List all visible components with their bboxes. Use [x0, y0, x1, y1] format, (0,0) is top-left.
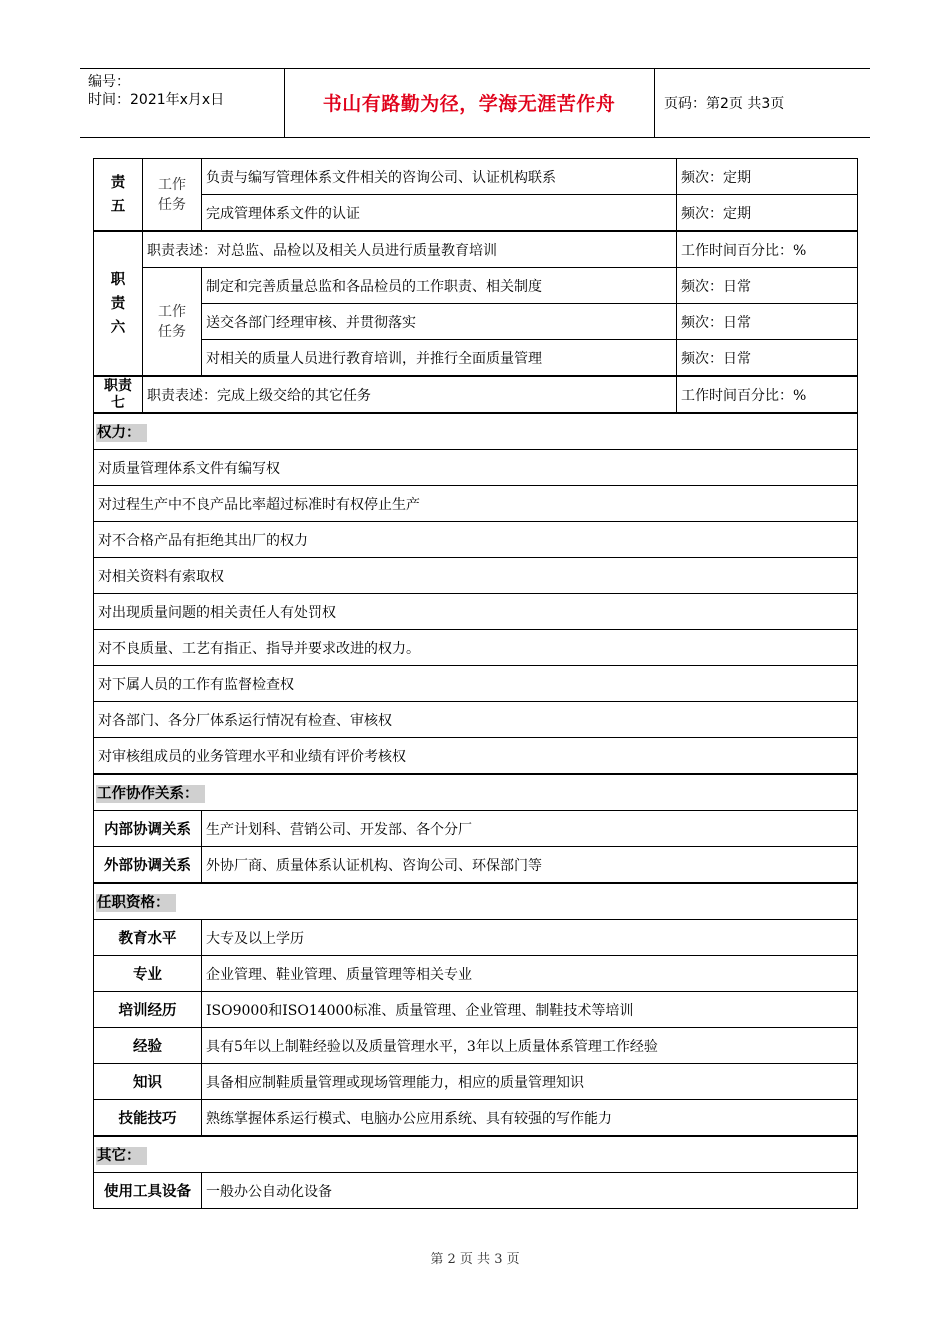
power-item: 对下属人员的工作有监督检查权 — [94, 666, 858, 702]
qualification-value: 具备相应制鞋质量管理或现场管理能力，相应的质量管理知识 — [202, 1064, 858, 1100]
duty6-task-freq: 频次：日常 — [677, 340, 858, 377]
power-item: 对质量管理体系文件有编写权 — [94, 450, 858, 486]
duty6-desc: 职责表述：对总监、品检以及相关人员进行质量教育培训 — [143, 231, 677, 268]
duty6-task-freq: 频次：日常 — [677, 268, 858, 304]
qualification-label: 技能技巧 — [94, 1100, 202, 1137]
duty5-task-label: 工作 任务 — [143, 159, 202, 232]
power-item: 对出现质量问题的相关责任人有处罚权 — [94, 594, 858, 630]
header-page-info: 页码：第2页 共3页 — [664, 96, 785, 112]
qualification-value: 具有5年以上制鞋经验以及质量管理水平，3年以上质量体系管理工作经验 — [202, 1028, 858, 1064]
relations-section-title — [94, 774, 858, 811]
table-row — [94, 376, 858, 413]
duty5-task-text: 负责与编写管理体系文件相关的咨询公司、认证机构联系 — [202, 159, 677, 195]
duty5-task-freq: 频次：定期 — [677, 195, 858, 232]
table-row — [94, 450, 858, 486]
duty6-task-text: 制定和完善质量总监和各品检员的工作职责、相关制度 — [202, 268, 677, 304]
table-row — [94, 304, 858, 340]
duty6-label: 职 责 六 — [94, 231, 143, 376]
duty7-desc: 职责表述：完成上级交给的其它任务 — [143, 376, 677, 413]
page-footer: 第 2 页 共 3 页 — [430, 1252, 520, 1267]
qualification-label: 教育水平 — [94, 920, 202, 956]
table-row — [94, 1173, 858, 1209]
table-row — [94, 702, 858, 738]
qualification-value: ISO9000和ISO14000标准、质量管理、企业管理、制鞋技术等培训 — [202, 992, 858, 1028]
duty5-label: 责 五 — [94, 159, 143, 232]
table-row — [94, 811, 858, 847]
section-title: 权力： — [96, 424, 147, 442]
section-title: 其它： — [96, 1147, 147, 1165]
qualification-value: 熟练掌握体系运行模式、电脑办公应用系统、具有较强的写作能力 — [202, 1100, 858, 1137]
relation-value: 外协厂商、质量体系认证机构、咨询公司、环保部门等 — [202, 847, 858, 884]
other-label: 使用工具设备 — [94, 1173, 202, 1209]
table-row — [94, 195, 858, 232]
duty5-task-freq: 频次：定期 — [677, 159, 858, 195]
relation-label: 外部协调关系 — [94, 847, 202, 884]
relation-value: 生产计划科、营销公司、开发部、各个分厂 — [202, 811, 858, 847]
duty5-task-text: 完成管理体系文件的认证 — [202, 195, 677, 232]
duty6-task-label: 工作 任务 — [143, 268, 202, 377]
table-row — [94, 413, 858, 450]
table-row — [94, 738, 858, 775]
page-header — [80, 68, 870, 138]
power-item: 对审核组成员的业务管理水平和业绩有评价考核权 — [94, 738, 858, 775]
qualification-label: 知识 — [94, 1064, 202, 1100]
table-row — [94, 1136, 858, 1173]
table-row — [94, 630, 858, 666]
table-row — [94, 956, 858, 992]
power-item: 对过程生产中不良产品比率超过标准时有权停止生产 — [94, 486, 858, 522]
table-row — [94, 558, 858, 594]
power-item: 对各部门、各分厂体系运行情况有检查、审核权 — [94, 702, 858, 738]
qualifications-section-title — [94, 883, 858, 920]
other-value: 一般办公自动化设备 — [202, 1173, 858, 1209]
table-row — [94, 340, 858, 377]
duty7-label: 职责 七 — [94, 376, 143, 413]
time-label: 时间：2021年x月x日 — [88, 92, 225, 108]
table-row — [94, 847, 858, 884]
table-row — [94, 486, 858, 522]
header-motto: 书山有路勤为径，学海无涯苦作舟 — [322, 93, 616, 115]
doc-meta — [88, 73, 224, 109]
qualification-label: 经验 — [94, 1028, 202, 1064]
duty6-time-pct: 工作时间百分比：% — [677, 231, 858, 268]
qualification-label: 培训经历 — [94, 992, 202, 1028]
power-item: 对不合格产品有拒绝其出厂的权力 — [94, 522, 858, 558]
table-row — [94, 1028, 858, 1064]
header-divider — [654, 69, 655, 137]
qualification-value: 大专及以上学历 — [202, 920, 858, 956]
duty6-task-text: 对相关的质量人员进行教育培训，并推行全面质量管理 — [202, 340, 677, 377]
duty7-time-pct: 工作时间百分比：% — [677, 376, 858, 413]
duty6-task-text: 送交各部门经理审核、并贯彻落实 — [202, 304, 677, 340]
powers-section-title — [94, 413, 858, 450]
table-row — [94, 1100, 858, 1137]
other-section-title — [94, 1136, 858, 1173]
table-row — [94, 774, 858, 811]
power-item: 对相关资料有索取权 — [94, 558, 858, 594]
table-row — [94, 1064, 858, 1100]
table-row — [94, 920, 858, 956]
power-item: 对不良质量、工艺有指正、指导并要求改进的权力。 — [94, 630, 858, 666]
job-description-table — [93, 158, 858, 1209]
table-row — [94, 992, 858, 1028]
table-row — [94, 883, 858, 920]
table-row — [94, 159, 858, 195]
relation-label: 内部协调关系 — [94, 811, 202, 847]
section-title: 工作协作关系： — [96, 785, 205, 803]
table-row — [94, 666, 858, 702]
table-row — [94, 594, 858, 630]
section-title: 任职资格： — [96, 894, 176, 912]
duty6-task-freq: 频次：日常 — [677, 304, 858, 340]
qualification-value: 企业管理、鞋业管理、质量管理等相关专业 — [202, 956, 858, 992]
table-row — [94, 268, 858, 304]
qualification-label: 专业 — [94, 956, 202, 992]
table-row — [94, 522, 858, 558]
table-row — [94, 231, 858, 268]
number-label: 编号： — [88, 74, 130, 90]
